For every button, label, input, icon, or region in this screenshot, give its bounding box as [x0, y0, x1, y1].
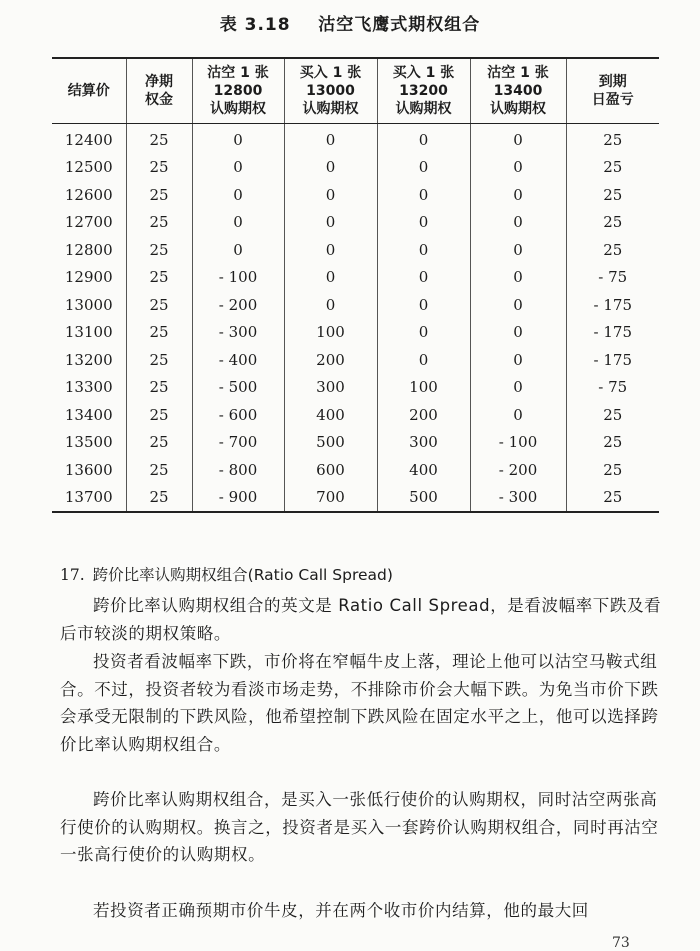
table-cell: 25	[126, 181, 192, 209]
table-cell: 25	[566, 429, 659, 457]
table-cell: - 175	[566, 346, 659, 374]
table-cell: 0	[284, 209, 377, 237]
column-header-line: 买入 1 张	[299, 65, 362, 81]
table-cell: 400	[377, 456, 470, 484]
table-cell: 0	[192, 154, 284, 182]
table-cell: 100	[284, 319, 377, 347]
table-cell: 25	[126, 456, 192, 484]
table-cell: 0	[192, 236, 284, 264]
paragraph: 若投资者正确预期市价牛皮，并在两个收市价内结算，他的最大回	[93, 901, 589, 920]
table-cell: 0	[377, 154, 470, 182]
table-cell: 0	[470, 374, 566, 402]
column-header	[126, 58, 192, 124]
table-cell: 700	[284, 484, 377, 513]
table-cell: - 300	[470, 484, 566, 513]
table-cell: 25	[126, 429, 192, 457]
table-cell: 12900	[64, 268, 113, 287]
table-cell: 25	[126, 236, 192, 264]
column-header-line: 权金	[145, 92, 173, 108]
table-cell: - 100	[470, 429, 566, 457]
table-cell: 12500	[64, 158, 113, 177]
table-cell: 0	[470, 319, 566, 347]
table-row	[52, 236, 659, 264]
table-row	[52, 124, 659, 154]
table-cell: 0	[377, 346, 470, 374]
table-cell: 0	[470, 124, 566, 154]
table-cell: - 200	[470, 456, 566, 484]
table-caption: 表 3.18 沽空飞鹰式期权组合	[219, 15, 481, 35]
table-cell: 13500	[64, 433, 113, 452]
table-cell: 200	[284, 346, 377, 374]
column-header	[470, 58, 566, 124]
table-cell: 0	[284, 154, 377, 182]
table-cell: 13400	[64, 405, 113, 424]
table-cell: - 75	[566, 264, 659, 292]
column-header	[192, 58, 284, 124]
table-cell: 0	[470, 291, 566, 319]
paragraph: 跨价比率认购期权组合的英文是 Ratio Call Spread，是看波幅率下跌及看后市较淡的期权策略。	[60, 596, 662, 643]
column-header-line: 沽空 1 张	[487, 65, 549, 81]
table-cell: 13100	[64, 323, 113, 342]
column-header-line: 沽空 1 张	[207, 65, 269, 81]
table-cell: 0	[377, 291, 470, 319]
table-cell: 300	[377, 429, 470, 457]
table-cell: 13200	[64, 350, 113, 369]
option-portfolio-table	[52, 57, 659, 513]
table-cell: 0	[377, 319, 470, 347]
table-cell: 400	[284, 401, 377, 429]
table-cell: 0	[377, 209, 470, 237]
table-cell: 0	[470, 401, 566, 429]
paragraph: 投资者看波幅率下跌，市价将在窄幅牛皮上落，理论上他可以沽空马鞍式组合。不过，投资者较为看淡市场走势，不排除市价会大幅下跌。为免当市价下跌会承受无限制的下跌风险，他希望控制下跌风险在固定水平之上，他可以选择跨价比率认购期权组合。	[60, 652, 659, 754]
column-header	[377, 58, 470, 124]
table-cell: 0	[192, 124, 284, 154]
table-cell: - 175	[566, 291, 659, 319]
table-cell: 0	[377, 124, 470, 154]
table-cell: 25	[126, 124, 192, 154]
column-header-line: 结算价	[67, 83, 110, 99]
table-cell: 25	[126, 154, 192, 182]
column-header-line: 认购期权	[210, 101, 266, 117]
table-cell: 0	[377, 236, 470, 264]
table-cell: 0	[470, 236, 566, 264]
column-header-line: 买入 1 张	[392, 65, 455, 81]
table-cell: 0	[470, 181, 566, 209]
table-cell: - 800	[192, 456, 284, 484]
table-row	[52, 319, 659, 347]
table-row	[52, 291, 659, 319]
table-cell: 25	[126, 209, 192, 237]
table-cell: 0	[470, 154, 566, 182]
column-header-line: 12800	[213, 83, 263, 99]
table-cell: 25	[566, 401, 659, 429]
table-cell: 25	[126, 374, 192, 402]
table-cell: 0	[284, 124, 377, 154]
column-header-line: 13400	[493, 83, 543, 99]
column-header	[284, 58, 377, 124]
table-row	[52, 209, 659, 237]
table-cell: - 100	[192, 264, 284, 292]
table-cell: 0	[284, 291, 377, 319]
table-cell: 0	[284, 264, 377, 292]
table-cell: 12700	[64, 213, 113, 232]
table-header	[52, 58, 659, 124]
table-cell: 25	[566, 456, 659, 484]
table-cell: - 400	[192, 346, 284, 374]
table-cell: 25	[566, 124, 659, 154]
table-cell: 12800	[64, 240, 113, 259]
table-cell: 0	[192, 209, 284, 237]
table-cell: 500	[284, 429, 377, 457]
table-cell: 200	[377, 401, 470, 429]
table-row	[52, 429, 659, 457]
table-cell: 25	[126, 264, 192, 292]
column-header-line: 13200	[399, 83, 448, 99]
table-cell: 25	[126, 346, 192, 374]
table-row	[52, 401, 659, 429]
table-cell: 25	[126, 484, 192, 513]
paragraph: 跨价比率认购期权组合，是买入一张低行使价的认购期权，同时沽空两张高行使价的认购期权。换言之，投资者是买入一套跨价认购期权组合，同时再沽空一张高行使价的认购期权。	[60, 790, 659, 864]
table-cell: - 300	[192, 319, 284, 347]
table-cell: 0	[470, 346, 566, 374]
table-cell: 25	[566, 484, 659, 513]
table-row	[52, 374, 659, 402]
table-row	[52, 484, 659, 513]
table-cell: 25	[126, 319, 192, 347]
table-cell: - 500	[192, 374, 284, 402]
table-cell: 600	[284, 456, 377, 484]
table-cell: 12600	[64, 185, 113, 204]
data-table	[52, 57, 659, 513]
table-cell: 13300	[64, 378, 113, 397]
table-cell: 25	[566, 236, 659, 264]
table-cell: 25	[566, 181, 659, 209]
table-cell: - 900	[192, 484, 284, 513]
table-cell: 0	[192, 181, 284, 209]
table-cell: 13600	[64, 460, 113, 479]
table-cell: 13700	[64, 488, 113, 507]
table-cell: 0	[470, 264, 566, 292]
table-cell: 25	[126, 291, 192, 319]
table-cell: 0	[377, 264, 470, 292]
column-header-line: 认购期权	[302, 101, 359, 117]
section-heading	[60, 563, 393, 585]
column-header-line: 日盈亏	[591, 92, 634, 108]
section-title: 跨价比率认购期权组合(Ratio Call Spread)	[92, 566, 393, 584]
column-header	[566, 58, 659, 124]
table-cell: 0	[284, 236, 377, 264]
table-cell: 0	[377, 181, 470, 209]
table-cell: - 700	[192, 429, 284, 457]
table-cell: - 600	[192, 401, 284, 429]
table-body	[52, 124, 659, 513]
page-number: 73	[612, 935, 630, 951]
table-cell: 300	[284, 374, 377, 402]
header-row	[52, 58, 659, 124]
table-row	[52, 181, 659, 209]
column-header-line: 认购期权	[490, 101, 546, 117]
table-cell: 100	[377, 374, 470, 402]
column-header-line: 13000	[306, 83, 355, 99]
table-cell: 500	[377, 484, 470, 513]
table-cell: 0	[284, 181, 377, 209]
column-header	[52, 58, 126, 124]
column-header-line: 到期	[598, 74, 627, 90]
table-cell: 12400	[64, 130, 113, 149]
table-cell: - 75	[566, 374, 659, 402]
table-cell: - 200	[192, 291, 284, 319]
section-number: 17.	[60, 566, 85, 584]
table-row	[52, 456, 659, 484]
table-row	[52, 154, 659, 182]
table-cell: 25	[566, 154, 659, 182]
table-cell: 25	[126, 401, 192, 429]
table-cell: 0	[470, 209, 566, 237]
table-cell: 25	[566, 209, 659, 237]
column-header-line: 认购期权	[395, 101, 452, 117]
table-cell: 13000	[64, 295, 113, 314]
table-row	[52, 346, 659, 374]
column-header-line: 净期	[145, 74, 173, 90]
table-cell: - 175	[566, 319, 659, 347]
table-row	[52, 264, 659, 292]
